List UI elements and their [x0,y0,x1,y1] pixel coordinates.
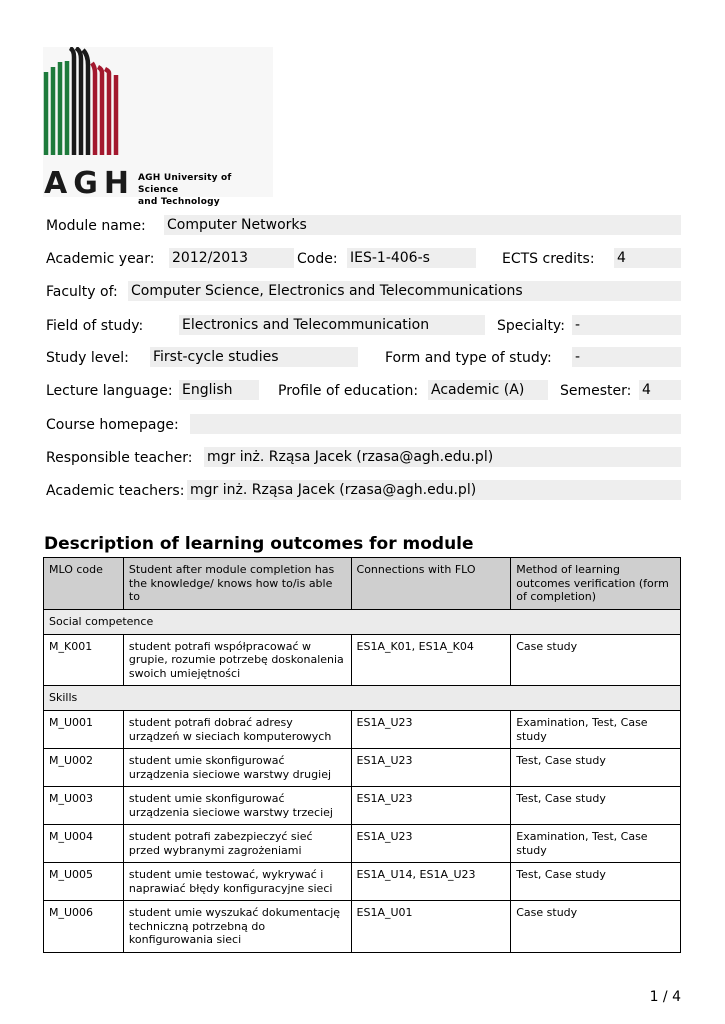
cell-outcome: student umie testować, wykrywać i naprawiać błędy konfiguracyjne sieci [123,863,351,901]
cell-flo: ES1A_U23 [351,749,511,787]
agh-logo [43,47,273,207]
cell-code: M_U003 [44,787,124,825]
form-type-label: Form and type of study: [385,350,552,366]
table-row [44,749,681,787]
cell-outcome: student potrafi dobrać adresy urządzeń w sieciach komputerowych [123,711,351,749]
cell-flo: ES1A_K01, ES1A_K04 [351,634,511,686]
responsible-teacher-value: mgr inż. Rząsa Jacek (rzasa@agh.edu.pl) [204,447,681,467]
table-row [44,901,681,953]
field-of-study-value: Electronics and Telecommunication [179,315,485,335]
table-row [44,711,681,749]
cell-code: M_U006 [44,901,124,953]
logo-red-stripe-2 [98,67,102,155]
specialty-label: Specialty: [497,318,565,334]
cell-outcome: student umie skonfigurować urządzenia sieciowe warstwy trzeciej [123,787,351,825]
cell-verification: Test, Case study [511,749,681,787]
academic-teachers-label: Academic teachers: [46,483,185,499]
language-value: English [179,380,259,400]
cell-verification: Examination, Test, Case study [511,711,681,749]
page-number: 1 / 4 [649,989,681,1005]
cell-flo: ES1A_U23 [351,825,511,863]
ects-label: ECTS credits: [502,251,595,267]
faculty-label: Faculty of: [46,284,118,300]
learning-outcomes-table [43,557,681,953]
academic-year-value: 2012/2013 [169,248,294,268]
cell-code: M_K001 [44,634,124,686]
field-of-study-label: Field of study: [46,318,144,334]
logo-black-stripe-1 [70,48,74,155]
academic-teachers-value: mgr inż. Rząsa Jacek (rzasa@agh.edu.pl) [187,480,681,500]
university-line-2: and Technology [138,197,220,207]
table-header-row [44,558,681,610]
responsible-teacher-label: Responsible teacher: [46,450,193,466]
cell-flo: ES1A_U23 [351,787,511,825]
table-row [44,787,681,825]
ects-value: 4 [614,248,681,268]
table-row [44,863,681,901]
specialty-value: - [572,315,681,335]
cell-verification: Test, Case study [511,863,681,901]
section-title: Description of learning outcomes for module [44,534,474,554]
cell-verification: Case study [511,901,681,953]
form-type-value: - [572,347,681,367]
logo-red-stripe-1 [92,63,95,155]
logo-black-stripe-3 [83,50,88,155]
module-name-label: Module name: [46,218,146,234]
logo-black-stripe-2 [76,48,81,155]
header-mlo-code: MLO code [44,558,124,610]
university-name [138,172,273,208]
table-row [44,634,681,686]
homepage-value [190,414,681,434]
cell-flo: ES1A_U23 [351,711,511,749]
language-label: Lecture language: [46,383,173,399]
group-label: Skills [44,686,681,711]
university-line-1: AGH University of Science [138,173,232,195]
cell-code: M_U005 [44,863,124,901]
code-value: IES-1-406-s [347,248,476,268]
logo-red-stripe-3 [105,69,109,155]
profile-label: Profile of education: [278,383,419,399]
semester-label: Semester: [560,383,632,399]
faculty-value: Computer Science, Electronics and Telecommunications [128,281,681,301]
cell-outcome: student potrafi współpracować w grupie, rozumie potrzebę doskonalenia swoich umiejętności [123,634,351,686]
cell-code: M_U001 [44,711,124,749]
cell-flo: ES1A_U01 [351,901,511,953]
academic-year-label: Academic year: [46,251,155,267]
cell-code: M_U004 [44,825,124,863]
cell-outcome: student umie wyszukać dokumentację techniczną potrzebną do konfigurowania sieci [123,901,351,953]
cell-verification: Test, Case study [511,787,681,825]
table-row [44,825,681,863]
cell-outcome: student potrafi zabezpieczyć sieć przed wybranymi zagrożeniami [123,825,351,863]
header-verification: Method of learning outcomes verification (form of completion) [511,558,681,610]
homepage-label: Course homepage: [46,417,179,433]
study-level-value: First-cycle studies [150,347,358,367]
group-label: Social competence [44,609,681,634]
logo-letters: AGH [44,166,135,197]
header-outcome: Student after module completion has the knowledge/ knows how to/is able to [123,558,351,610]
profile-value: Academic (A) [428,380,548,400]
header-flo: Connections with FLO [351,558,511,610]
group-row-skills [44,686,681,711]
study-level-label: Study level: [46,350,129,366]
group-row-social [44,609,681,634]
cell-code: M_U002 [44,749,124,787]
cell-verification: Case study [511,634,681,686]
cell-flo: ES1A_U14, ES1A_U23 [351,863,511,901]
semester-value: 4 [639,380,681,400]
code-label: Code: [297,251,338,267]
module-name-value: Computer Networks [164,215,681,235]
cell-outcome: student umie skonfigurować urządzenia sieciowe warstwy drugiej [123,749,351,787]
cell-verification: Examination, Test, Case study [511,825,681,863]
